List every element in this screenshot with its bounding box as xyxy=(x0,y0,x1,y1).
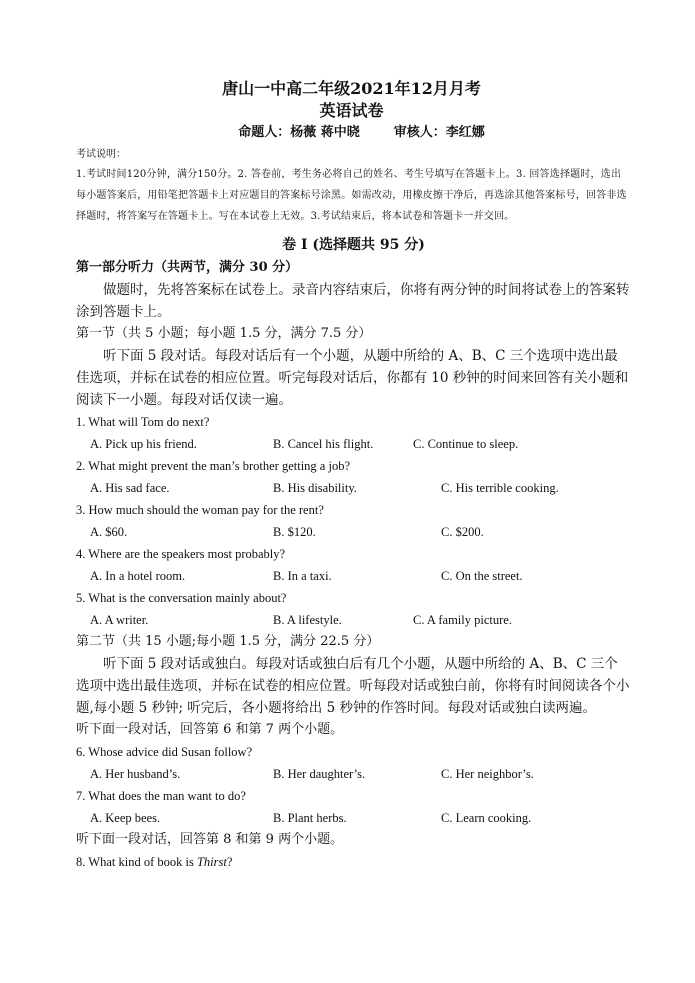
option-a: A. His sad face. xyxy=(90,481,170,495)
section2-directions: 听下面 5 段对话或独白。每段对话或独白后有几个小题，从题中所给的 A、B、C 三个选项中选出最佳选项，并标在试卷的相应位置。听每段对话或独白前，你将有时间阅读各个小题,每小题 5 秒钟; 听完后，各小题将给出 5 秒钟的作答时间。每段对话或独白读两遍。 xyxy=(76,656,630,716)
question-stem: 6. Whose advice did Susan follow? xyxy=(76,745,253,759)
option-b: B. His disability. xyxy=(273,481,357,495)
question-4 xyxy=(76,543,631,587)
reviewer-label: 审核人：李红娜 xyxy=(393,125,485,140)
question-options xyxy=(76,521,631,543)
question-stem: 2. What might prevent the man’s brother getting a job? xyxy=(76,459,351,473)
option-b: B. A lifestyle. xyxy=(273,613,342,627)
option-b: B. Her daughter’s. xyxy=(273,767,366,781)
question-options xyxy=(76,565,631,587)
question-options xyxy=(76,763,631,785)
option-b: B. $120. xyxy=(273,525,316,539)
setters-label: 命题人：杨薇 蒋中晓 xyxy=(238,125,360,140)
question-options xyxy=(76,433,631,455)
option-a: A. $60. xyxy=(90,525,128,539)
option-c: C. On the street. xyxy=(441,569,523,583)
section2-sub1: 听下面一段对话，回答第 6 和第 7 两个小题。 xyxy=(76,722,344,737)
question-2 xyxy=(76,455,631,499)
section1-directions: 听下面 5 段对话。每段对话后有一个小题，从题中所给的 A、B、C 三个选项中选出最佳选项，并标在试卷的相应位置。听完每段对话后，你都有 10 秒钟的时间来回答有关小题和阅读下一小题。每段对话仅读一遍。 xyxy=(76,348,629,408)
volume-heading: 卷 I (选择题共 95 分) xyxy=(282,237,425,253)
option-a: A. In a hotel room. xyxy=(90,569,186,583)
option-b: B. In a taxi. xyxy=(273,569,332,583)
question-stem: 5. What is the conversation mainly about? xyxy=(76,591,287,605)
instructions-text: 1.考试时间120分钟，满分150分。2. 答卷前，考生务必将自己的姓名、考生号填写在答题卡上。3. 回答选择题时，选出每小题答案后，用铅笔把答题卡上对应题目的答案标号涂黑。如需改动，用橡皮擦干净后，再选涂其他答案标号，回答非选择题时，将答案写在答题卡上。写在本试卷上无效。3.考试结束后，将本试卷和答题卡一并交回。 xyxy=(76,169,627,222)
question-7 xyxy=(76,785,631,829)
question-stem: 7. What does the man want to do? xyxy=(76,789,246,803)
question-mark: ? xyxy=(226,855,233,869)
option-a: A. A writer. xyxy=(90,613,149,627)
section2-heading: 第二节（共 15 小题;每小题 1.5 分，满分 22.5 分） xyxy=(76,634,380,649)
option-a: A. Keep bees. xyxy=(90,811,161,825)
question-options xyxy=(76,807,631,829)
option-b: B. Plant herbs. xyxy=(273,811,347,825)
exam-title: 唐山一中高二年级2021年12月月考 xyxy=(222,79,481,98)
section2-sub2: 听下面一段对话，回答第 8 和第 9 两个小题。 xyxy=(76,832,344,847)
question-6 xyxy=(76,741,631,785)
question-5 xyxy=(76,587,631,631)
option-c: C. Learn cooking. xyxy=(441,811,532,825)
part1-heading: 第一部分听力（共两节，满分 30 分） xyxy=(76,260,299,275)
question-options xyxy=(76,477,631,499)
section1-heading: 第一节（共 5 小题；每小题 1.5 分，满分 7.5 分） xyxy=(76,326,372,341)
question-stem: 1. What will Tom do next? xyxy=(76,415,210,429)
option-c: C. Her neighbor’s. xyxy=(441,767,534,781)
book-title: Thirst xyxy=(196,855,227,869)
option-a: A. Her husband’s. xyxy=(90,767,181,781)
question-8 xyxy=(76,851,631,873)
exam-subject: 英语试卷 xyxy=(319,101,384,120)
part1-intro: 做题时，先将答案标在试卷上。录音内容结束后，你将有两分钟的时间将试卷上的答案转涂到答题卡上。 xyxy=(76,282,630,320)
option-a: A. Pick up his friend. xyxy=(90,437,197,451)
option-c: C. Continue to sleep. xyxy=(413,437,519,451)
question-3 xyxy=(76,499,631,543)
question-stem: 8. What kind of book is xyxy=(76,855,197,869)
question-stem: 4. Where are the speakers most probably? xyxy=(76,547,286,561)
question-1 xyxy=(76,411,631,455)
question-stem: 3. How much should the woman pay for the rent? xyxy=(76,503,324,517)
option-b: B. Cancel his flight. xyxy=(273,437,374,451)
exam-authors xyxy=(92,122,631,144)
option-c: C. His terrible cooking. xyxy=(441,481,559,495)
option-c: C. $200. xyxy=(441,525,484,539)
option-c: C. A family picture. xyxy=(413,613,512,627)
instructions-label: 考试说明： xyxy=(76,149,126,160)
question-options xyxy=(76,609,631,631)
